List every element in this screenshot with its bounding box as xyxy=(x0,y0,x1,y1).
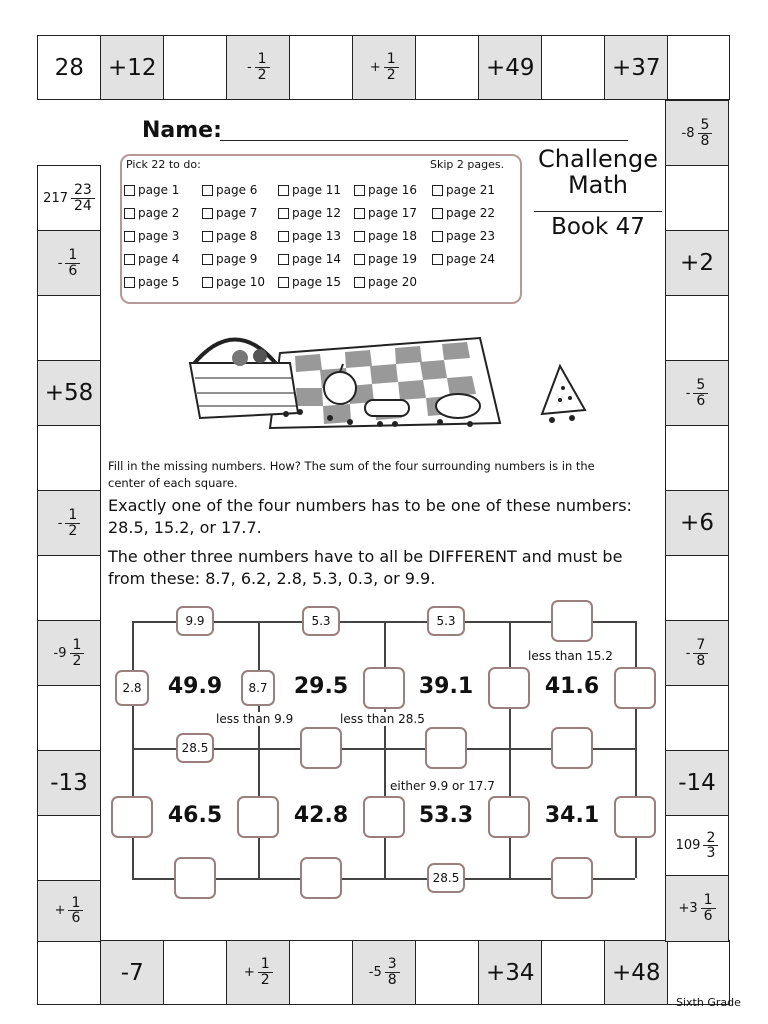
grid-line xyxy=(384,621,386,878)
value-sign: + xyxy=(243,965,255,980)
instruction-para2-line1: Exactly one of the four numbers has to be one of these numbers: xyxy=(108,496,632,515)
page-checkbox-item[interactable] xyxy=(124,183,179,197)
value-sign: - xyxy=(246,60,252,75)
fraction-denominator: 2 xyxy=(68,522,78,539)
basket-icon xyxy=(190,340,298,419)
fraction-numerator: 1 xyxy=(68,896,83,912)
border-value: +49 xyxy=(485,54,535,81)
page-checkbox-item[interactable] xyxy=(278,252,341,266)
page-checkbox-item[interactable] xyxy=(124,252,179,266)
blank-answer-box[interactable] xyxy=(551,857,593,899)
checkbox[interactable] xyxy=(202,208,213,219)
page-label: page 18 xyxy=(368,229,418,243)
checkbox[interactable] xyxy=(354,277,365,288)
picnic-basket-ants-icon xyxy=(180,318,600,446)
border-value: +34 xyxy=(485,959,535,986)
hint-note: less than 28.5 xyxy=(340,712,425,726)
checkbox[interactable] xyxy=(202,231,213,242)
page-label: page 12 xyxy=(292,206,342,220)
page-label: page 6 xyxy=(216,183,258,197)
blank-answer-box[interactable] xyxy=(300,857,342,899)
instructions-para-3 xyxy=(108,546,668,591)
checkbox[interactable] xyxy=(432,185,443,196)
filled-number-box: 5.3 xyxy=(302,606,340,636)
name-label: Name: xyxy=(142,118,222,143)
page-label: page 22 xyxy=(446,206,496,220)
watermelon-slice-icon xyxy=(542,366,585,414)
checkbox[interactable] xyxy=(432,231,443,242)
filled-number-box: 28.5 xyxy=(176,733,214,763)
border-value: +58 xyxy=(44,380,94,407)
border-value: +37 xyxy=(611,54,661,81)
page-checkbox-item[interactable] xyxy=(354,206,417,220)
value-sign: 109 xyxy=(675,838,701,854)
border-right-cell xyxy=(665,685,729,752)
fraction xyxy=(65,248,80,278)
instruction-line-1: Fill in the missing numbers. How? The sum of the four surrounding numbers is in the xyxy=(108,459,595,473)
page-label: page 23 xyxy=(446,229,496,243)
checkbox[interactable] xyxy=(354,254,365,265)
page-checkbox-item[interactable] xyxy=(432,229,495,243)
hint-note: less than 15.2 xyxy=(528,649,613,663)
pick-label: Pick 22 to do: xyxy=(126,158,201,171)
border-value: -14 xyxy=(678,770,716,797)
square-sum: 29.5 xyxy=(293,674,349,699)
border-right-cell xyxy=(665,750,729,817)
border-right-cell xyxy=(665,875,729,942)
blank-answer-box[interactable] xyxy=(363,667,405,709)
fraction-numerator: 5 xyxy=(693,378,708,394)
page-label: page 17 xyxy=(368,206,418,220)
fraction-denominator: 8 xyxy=(700,132,710,149)
border-right-cell xyxy=(665,360,729,427)
page-checkbox-item[interactable] xyxy=(124,275,179,289)
blank-answer-box[interactable] xyxy=(174,857,216,899)
border-left-cell xyxy=(37,230,101,297)
checkbox[interactable] xyxy=(278,208,289,219)
fraction-denominator: 6 xyxy=(71,910,81,927)
border-value: +2 xyxy=(680,250,714,277)
border-right-cell xyxy=(665,815,729,877)
border-right-cell xyxy=(665,230,729,297)
page-checkbox-item[interactable] xyxy=(124,229,179,243)
fraction xyxy=(701,893,716,923)
checkbox[interactable] xyxy=(354,231,365,242)
border-left-cell xyxy=(37,880,101,942)
fraction-denominator: 2 xyxy=(257,67,267,83)
border-value xyxy=(678,893,715,923)
fraction-numerator: 1 xyxy=(65,248,80,264)
fraction-numerator: 7 xyxy=(693,638,708,654)
page-checkbox-item[interactable] xyxy=(202,275,265,289)
fraction-numerator: 2 xyxy=(703,831,718,847)
checkbox[interactable] xyxy=(124,208,135,219)
page-checkbox-item[interactable] xyxy=(278,206,341,220)
instruction-para2-line2: 28.5, 15.2, or 17.7. xyxy=(108,518,262,538)
border-left-cell xyxy=(37,750,101,817)
fraction-numerator: 1 xyxy=(258,957,273,973)
value-sign: -9 xyxy=(53,645,67,661)
page-checkbox-item[interactable] xyxy=(278,275,341,289)
blank-answer-box[interactable] xyxy=(614,796,656,838)
border-value xyxy=(676,831,719,861)
border-left-cell xyxy=(37,360,101,427)
value-sign: + xyxy=(369,60,381,75)
border-value xyxy=(686,378,709,408)
border-left-cell xyxy=(37,815,101,882)
border-bottom-cell xyxy=(37,940,102,1005)
fraction xyxy=(693,638,708,668)
page-checkbox-item[interactable] xyxy=(278,229,341,243)
fraction-numerator: 23 xyxy=(71,183,95,199)
filled-number-box: 8.7 xyxy=(241,670,275,706)
square-sum: 41.6 xyxy=(544,674,600,699)
page-label: page 2 xyxy=(138,206,180,220)
page-checkbox-item[interactable] xyxy=(202,183,257,197)
fraction-denominator: 6 xyxy=(696,392,706,409)
border-right-cell xyxy=(665,555,729,622)
border-value: +48 xyxy=(611,959,661,986)
border-value xyxy=(247,52,270,82)
page-label: page 21 xyxy=(446,183,496,197)
fraction xyxy=(68,896,83,926)
fraction-denominator: 6 xyxy=(703,907,713,924)
instruction-line-2: center of each square. xyxy=(108,476,238,491)
border-value xyxy=(244,957,273,987)
border-bottom-cell xyxy=(415,940,480,1005)
border-value xyxy=(58,248,81,278)
filled-number-box: 28.5 xyxy=(427,863,465,893)
checkbox[interactable] xyxy=(202,185,213,196)
value-sign: - xyxy=(57,255,63,271)
page-label: page 5 xyxy=(138,275,180,289)
border-bottom-cell xyxy=(289,940,354,1005)
grid-line xyxy=(132,621,134,878)
fraction-denominator: 3 xyxy=(706,845,716,862)
fraction-denominator: 24 xyxy=(74,197,92,214)
border-right-cell xyxy=(665,490,729,557)
checkbox[interactable] xyxy=(124,277,135,288)
name-input-line[interactable] xyxy=(220,140,628,141)
border-value xyxy=(369,957,400,987)
fraction xyxy=(384,52,399,82)
filled-number-box: 9.9 xyxy=(176,606,214,636)
checkbox[interactable] xyxy=(278,231,289,242)
checkbox[interactable] xyxy=(354,208,365,219)
value-sign: - xyxy=(685,645,691,661)
fraction xyxy=(65,508,80,538)
blank-answer-box[interactable] xyxy=(237,796,279,838)
border-value xyxy=(370,52,399,82)
fraction xyxy=(258,957,273,987)
border-left-cell xyxy=(37,620,101,687)
border-bottom-cell xyxy=(163,940,228,1005)
border-bottom-cell xyxy=(604,940,669,1005)
blank-answer-box[interactable] xyxy=(425,727,467,769)
value-sign: -8 xyxy=(681,125,695,141)
value-sign: - xyxy=(685,385,691,401)
border-value: -7 xyxy=(120,959,144,986)
page-label: page 4 xyxy=(138,252,180,266)
title-line-1: Challenge xyxy=(538,145,658,173)
page-label: page 8 xyxy=(216,229,258,243)
page-checkbox-item[interactable] xyxy=(354,252,417,266)
border-left-cell xyxy=(37,490,101,557)
grid-line xyxy=(258,621,260,878)
checkbox[interactable] xyxy=(354,185,365,196)
value-sign: +3 xyxy=(678,900,698,916)
page-label: page 19 xyxy=(368,252,418,266)
border-right-cell xyxy=(665,295,729,362)
fraction-denominator: 2 xyxy=(72,652,82,669)
book-title xyxy=(530,146,666,199)
blank-answer-box[interactable] xyxy=(614,667,656,709)
checkbox[interactable] xyxy=(278,277,289,288)
border-left-cell xyxy=(37,685,101,752)
page-checkbox-item[interactable] xyxy=(432,183,495,197)
blank-answer-box[interactable] xyxy=(363,796,405,838)
border-value xyxy=(54,638,85,668)
square-sum: 53.3 xyxy=(418,803,474,828)
border-bottom-cell xyxy=(226,940,291,1005)
page-checkbox-item[interactable] xyxy=(354,183,417,197)
checkbox[interactable] xyxy=(432,208,443,219)
page-label: page 9 xyxy=(216,252,258,266)
fraction xyxy=(698,118,713,148)
page-checkbox-item[interactable] xyxy=(354,229,417,243)
border-right-cell xyxy=(665,425,729,492)
border-value xyxy=(682,118,713,148)
blank-answer-box[interactable] xyxy=(488,796,530,838)
border-top-cell xyxy=(541,35,606,100)
page-label: page 1 xyxy=(138,183,180,197)
page-checkbox-item[interactable] xyxy=(278,183,341,197)
page-checkbox-item[interactable] xyxy=(202,252,257,266)
grid-line xyxy=(635,621,637,878)
checkbox[interactable] xyxy=(124,185,135,196)
border-value xyxy=(58,508,81,538)
border-top-cell xyxy=(478,35,543,100)
checkbox[interactable] xyxy=(278,185,289,196)
title-line-2: Math xyxy=(567,171,629,200)
checkbox[interactable] xyxy=(124,254,135,265)
blank-answer-box[interactable] xyxy=(551,727,593,769)
square-sum: 34.1 xyxy=(544,803,600,828)
border-value: -13 xyxy=(50,770,88,797)
page-label: page 7 xyxy=(216,206,258,220)
page-label: page 3 xyxy=(138,229,180,243)
border-value: +6 xyxy=(680,510,714,537)
fraction-denominator: 2 xyxy=(386,67,396,83)
checkbox[interactable] xyxy=(202,254,213,265)
page-label: page 14 xyxy=(292,252,342,266)
page-label: page 15 xyxy=(292,275,342,289)
skip-label: Skip 2 pages. xyxy=(430,158,505,171)
border-value xyxy=(686,638,709,668)
fraction xyxy=(693,378,708,408)
blank-answer-box[interactable] xyxy=(551,600,593,642)
fraction-numerator: 3 xyxy=(385,957,400,973)
border-right-cell xyxy=(665,165,729,232)
page-label: page 13 xyxy=(292,229,342,243)
border-top-cell xyxy=(667,35,730,100)
page-checkbox-item[interactable] xyxy=(202,206,257,220)
border-top-cell xyxy=(415,35,480,100)
fraction xyxy=(70,638,85,668)
filled-number-box: 5.3 xyxy=(427,606,465,636)
border-value: +12 xyxy=(107,54,157,81)
instruction-para3-line1: The other three numbers have to all be DIFFERENT and must be xyxy=(108,547,623,566)
blank-answer-box[interactable] xyxy=(111,796,153,838)
title-divider xyxy=(534,211,662,212)
page-label: page 24 xyxy=(446,252,496,266)
border-bottom-cell xyxy=(100,940,165,1005)
page-checkbox-item[interactable] xyxy=(432,206,495,220)
square-sum: 42.8 xyxy=(293,803,349,828)
fraction-numerator: 1 xyxy=(384,52,399,68)
square-sum: 46.5 xyxy=(167,803,223,828)
page-label: page 16 xyxy=(368,183,418,197)
page-checkbox-item[interactable] xyxy=(202,229,257,243)
page-label: page 10 xyxy=(216,275,266,289)
page-label: page 20 xyxy=(368,275,418,289)
value-sign: 217 xyxy=(43,190,68,206)
blank-answer-box[interactable] xyxy=(488,667,530,709)
checkbox[interactable] xyxy=(278,254,289,265)
value-sign: + xyxy=(54,903,66,919)
border-right-cell xyxy=(665,620,729,687)
border-left-cell xyxy=(37,295,101,362)
fraction-denominator: 8 xyxy=(387,972,397,988)
instruction-para3-line2: from these: 8.7, 6.2, 2.8, 5.3, 0.3, or 9.9. xyxy=(108,569,436,589)
page-checkbox-item[interactable] xyxy=(124,206,179,220)
border-value: 28 xyxy=(54,54,84,81)
fraction-numerator: 1 xyxy=(701,893,716,909)
border-value xyxy=(55,896,84,926)
fraction-denominator: 8 xyxy=(696,652,706,669)
checkbox[interactable] xyxy=(432,254,443,265)
square-sum: 49.9 xyxy=(167,674,223,699)
fraction-numerator: 5 xyxy=(698,118,713,134)
fraction-numerator: 1 xyxy=(70,638,85,654)
value-sign: - xyxy=(57,515,63,531)
fraction xyxy=(255,52,270,82)
blank-answer-box[interactable] xyxy=(300,727,342,769)
border-top-cell xyxy=(37,35,102,100)
border-top-cell xyxy=(604,35,669,100)
fraction-denominator: 2 xyxy=(260,972,270,988)
border-top-cell xyxy=(226,35,291,100)
border-left-cell xyxy=(37,555,101,622)
border-bottom-cell xyxy=(541,940,606,1005)
fraction xyxy=(703,831,718,861)
grid-line xyxy=(509,621,511,878)
border-bottom-cell xyxy=(352,940,417,1005)
instructions-small xyxy=(108,458,648,493)
checkbox[interactable] xyxy=(124,231,135,242)
border-bottom-cell xyxy=(478,940,543,1005)
border-value xyxy=(43,183,95,213)
fraction-numerator: 1 xyxy=(255,52,270,68)
border-left-cell xyxy=(37,425,101,492)
hint-note: either 9.9 or 17.7 xyxy=(390,779,495,793)
border-top-cell xyxy=(352,35,417,100)
border-right-cell xyxy=(665,100,729,167)
border-left-cell xyxy=(37,165,101,232)
checkbox[interactable] xyxy=(202,277,213,288)
filled-number-box: 2.8 xyxy=(115,670,149,706)
page-label: page 11 xyxy=(292,183,342,197)
instructions-para-2 xyxy=(108,495,668,540)
hint-note: less than 9.9 xyxy=(216,712,294,726)
book-number: Book 47 xyxy=(551,214,645,240)
value-sign: -5 xyxy=(368,965,382,980)
fraction-denominator: 6 xyxy=(68,262,78,279)
grade-label: Sixth Grade xyxy=(676,996,741,1009)
border-top-cell xyxy=(289,35,354,100)
page-checkbox-item[interactable] xyxy=(354,275,417,289)
square-sum: 39.1 xyxy=(418,674,474,699)
fraction xyxy=(385,957,400,987)
border-top-cell xyxy=(100,35,165,100)
fraction xyxy=(71,183,95,213)
page-checkbox-item[interactable] xyxy=(432,252,495,266)
border-top-cell xyxy=(163,35,228,100)
fraction-numerator: 1 xyxy=(65,508,80,524)
